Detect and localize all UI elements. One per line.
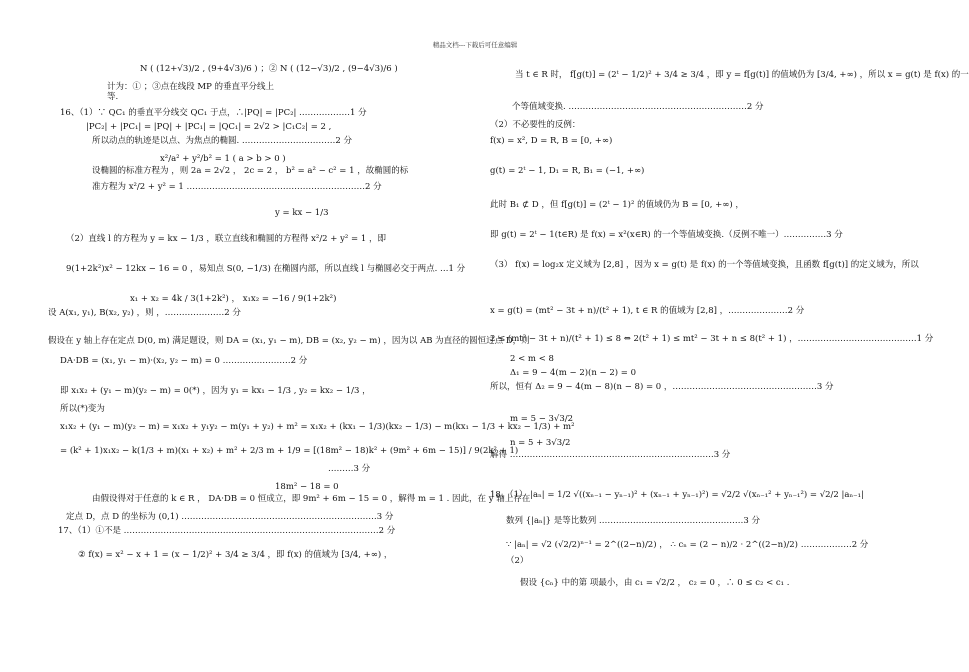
text-line: g(t) = 2ᵗ − 1, D₁ = R, B₁ = (−1, +∞) xyxy=(490,166,645,176)
text-line: （3） f(x) = log₂x 定义域为 [2,8] ，因为 x = g(t) 是 f(x) 的一个等值域变换，且函数 f[g(t)] 的定义域为，所以 xyxy=(490,260,919,270)
text-line: 个等值域变换. ………………………………………………………2 分 xyxy=(512,102,764,112)
text-line: 计为：① ；③点在线段 MP 的垂直平分线上 xyxy=(107,82,275,92)
text-line: DA·DB = (x₁, y₁ − m)·(x₂, y₂ − m) = 0 ……………………2 分 xyxy=(60,356,308,366)
text-line: 等. xyxy=(107,92,119,102)
text-line: y = kx − 1/3 xyxy=(275,208,329,218)
text-line: 准方程为 x²/2 + y² = 1 ………………………………………………………2 分 xyxy=(92,182,382,192)
text-line: 假设在 y 轴上存在定点 D(0, m) 满足题设，则 DA = (x₁, y₁ − m), DB = (x₂, y₂ − m) ，因为以 AB 为直径的圆恒过点 D，则 xyxy=(48,336,530,346)
text-line: 设椭圆的标准方程为 ，则 2a = 2√2 ， 2c = 2 ， b² = a² − c² = 1 ，故椭圆的标 xyxy=(92,166,409,176)
text-line: 解得 ………………………………………………………………3 分 xyxy=(490,450,731,460)
text-line: ………3 分 xyxy=(328,464,371,474)
text-line: n = 5 + 3√3/2 xyxy=(510,438,571,448)
text-line: 假设 {cₙ} 中的第 项最小，由 c₁ = √2/2 ， c₂ = 0 ，∴ 0 ≤ c₂ < c₁ . xyxy=(520,578,790,588)
text-line: 2 < m < 8 xyxy=(510,354,554,364)
text-line: 即 x₁x₂ + (y₁ − m)(y₂ − m) = 0(*) ，因为 y₁ = kx₁ − 1/3 , y₂ = kx₂ − 1/3 ， xyxy=(60,386,371,396)
text-line: x₁x₂ + (y₁ − m)(y₂ − m) = x₁x₂ + y₁y₂ − m(y₁ + y₂) + m² = x₁x₂ + (kx₁ − 1/3)(kx₂ − 1/3) − m(kx₁ − 1/3 + kx₂ − 1/3) + m² xyxy=(60,422,575,432)
text-line: N ( (12+√3)/2 , (9+4√3)/6 ) ；② N ( (12−√3)/2 , (9−4√3)/6 ) xyxy=(140,64,398,74)
text-line: 9(1+2k²)x² − 12kx − 16 = 0 ，易知点 S(0, −1/3) 在椭圆内部，所以直线 l 与椭圆必交于两点. …1 分 xyxy=(66,264,466,274)
text-line: （2）直线 l 的方程为 y = kx − 1/3 ，联立直线和椭圆的方程得 x²/2 + y² = 1 ，即 xyxy=(66,234,386,244)
text-line: m = 5 − 3√3/2 xyxy=(510,414,574,424)
text-line: = (k² + 1)x₁x₂ − k(1/3 + m)(x₁ + x₂) + m² + 2/3 m + 1/9 = [(18m² − 18)k² + (9m² + 6m − 15)] / 9(2k² + 1) xyxy=(60,446,519,456)
text-line: f(x) = x², D = R, B = [0, +∞) xyxy=(490,136,613,146)
page-header: 精品文档---下载后可任意编辑 xyxy=(432,41,518,49)
text-line: Δ₁ = 9 − 4(m − 2)(n − 2) = 0 xyxy=(510,368,637,378)
text-line: x = g(t) = (mt² − 3t + n)/(t² + 1), t ∈ R 的值域为 [2,8] ，…………………2 分 xyxy=(490,306,805,316)
text-line: 定点 D，点 D 的坐标为 (0,1) ……………………………………………………………3 分 xyxy=(66,512,394,522)
text-line: 由假设得对于任意的 k ∈ R ， DA·DB = 0 恒成立，即 9m² + 6m − 15 = 0 ，解得 m = 1 . 因此，在 y 轴上存在 xyxy=(92,494,531,504)
text-line: ∵ |aₙ| = √2 (√2/2)ⁿ⁻¹ = 2^((2−n)/2) ， ∴ cₙ = (2 − n)/2 · 2^((2−n)/2) ………………2 分 xyxy=(506,540,869,550)
right-column xyxy=(475,0,969,672)
text-line: （2）不必要性的反例： xyxy=(490,120,581,130)
text-line: 17、（1）①不是 ………………………………………………………………………………2 分 xyxy=(58,526,396,536)
text-line: 当 t ∈ R 时， f[g(t)] = (2ᵗ − 1/2)² + 3/4 ≥ 3/4 ，即 y = f[g(t)] 的值域仍为 [3/4, +∞) ，所以 x = g(t) 是 f(x) 的一 xyxy=(515,70,969,80)
text-line: ② f(x) = x² − x + 1 = (x − 1/2)² + 3/4 ≥ 3/4 ，即 f(x) 的值域为 [3/4, +∞) ， xyxy=(78,550,393,560)
text-line: 所以(*)变为 xyxy=(60,404,105,414)
text-line: 2 ≤ (mt² − 3t + n)/(t² + 1) ≤ 8 ⇔ 2(t² + 1) ≤ mt² − 3t + n ≤ 8(t² + 1) ，……………………………………1 分 xyxy=(490,334,934,344)
text-line: 数列 {|aₙ|} 是等比数列 ……………………………………………3 分 xyxy=(506,516,761,526)
text-line: x₁ + x₂ = 4k / 3(1+2k²) ， x₁x₂ = −16 / 9(1+2k²) xyxy=(130,294,337,304)
text-line: 18m² − 18 = 0 xyxy=(275,482,339,492)
text-line: 16、（1）∵ QC₁ 的垂直平分线交 QC₁ 于点，∴|PQ| = |PC₂| ………………1 分 xyxy=(60,108,367,118)
text-line: 即 g(t) = 2ᵗ − 1(t∈R) 是 f(x) = x²(x∈R) 的一个等值域变换.（反例不唯一）……………3 分 xyxy=(490,230,843,240)
text-line: |PC₂| + |PC₁| = |PQ| + |PC₁| = |QC₁| = 2√2 > |C₁C₂| = 2 , xyxy=(86,122,332,132)
text-line: 18、（1） |aₙ| = 1/2 √((xₙ₋₁ − yₙ₋₁)² + (xₙ₋₁ + yₙ₋₁)²) = √2/2 √(xₙ₋₁² + yₙ₋₁²) = √2/2 |aₙ₋₁| xyxy=(490,490,864,500)
text-line: 所以动点的轨迹是以点、为焦点的椭圆. ……………………………2 分 xyxy=(92,136,353,146)
text-line: 设 A(x₁, y₁), B(x₂, y₂) ，则 ，…………………2 分 xyxy=(48,308,241,318)
text-line: （2） xyxy=(506,556,529,566)
text-line: 所以，恒有 Δ₂ = 9 − 4(m − 8)(n − 8) = 0 ，……………………………………………3 分 xyxy=(490,382,834,392)
text-line: x²/a² + y²/b² = 1 ( a > b > 0 ) xyxy=(160,154,286,164)
text-line: 此时 B₁ ⊄ D ，但 f[g(t)] = (2ᵗ − 1)² 的值域仍为 B = [0, +∞) ， xyxy=(490,200,744,210)
